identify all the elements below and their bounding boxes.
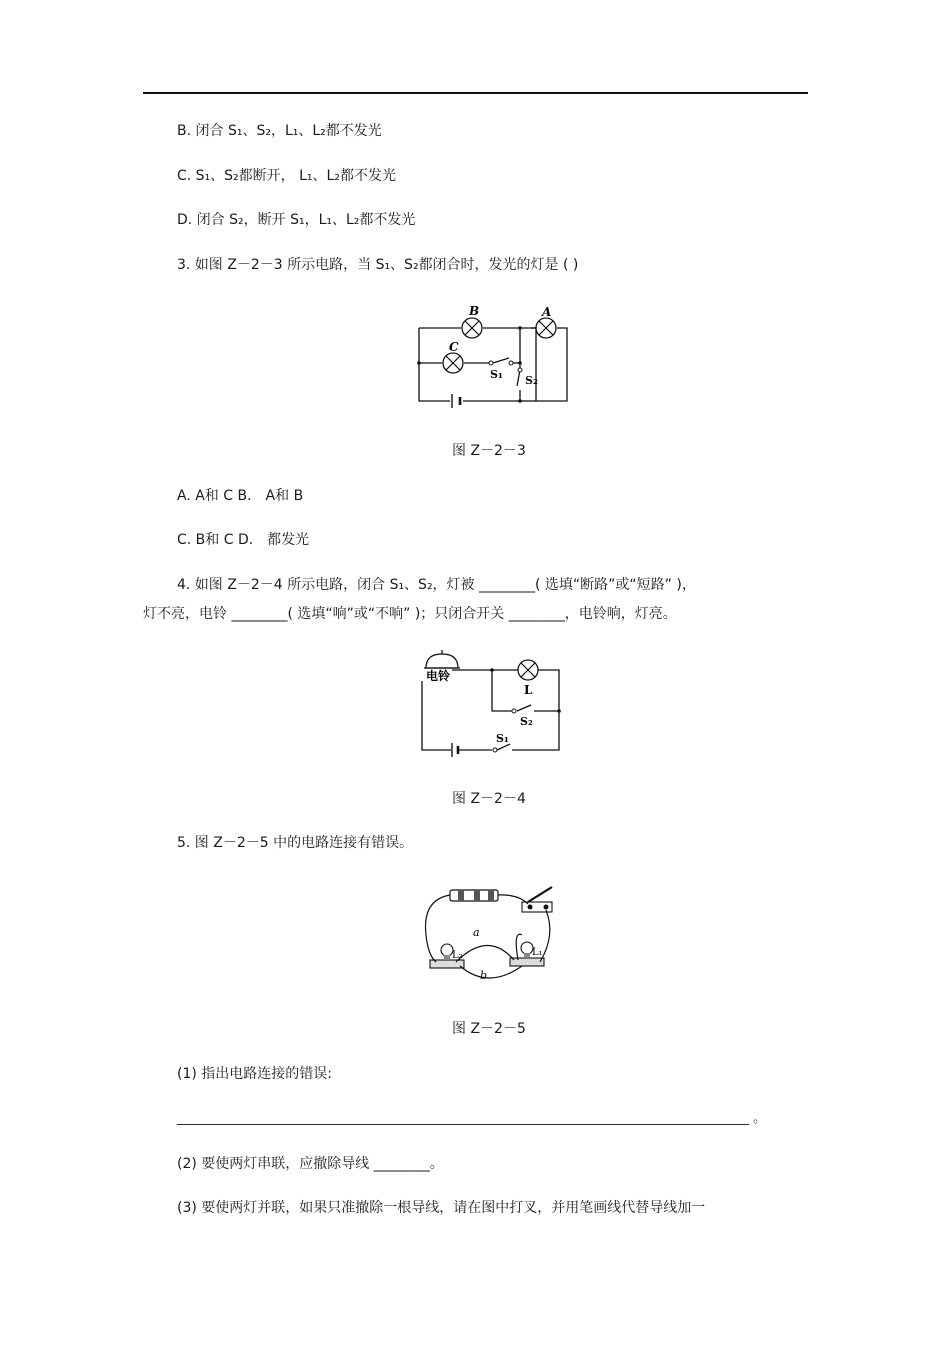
- switch-s2-label: S₂: [520, 715, 533, 728]
- question-3: 3. 如图 Z－2－3 所示电路，当 S₁、S₂都闭合时，发光的灯是 ( ): [177, 257, 579, 273]
- wire-a-label: a: [473, 926, 480, 939]
- wire-a: [456, 945, 514, 962]
- battery-pack-icon: [450, 890, 498, 901]
- figure-z-2-5: [418, 880, 563, 990]
- figure-z-2-3: [405, 300, 580, 415]
- lamp-l1-label: L₁: [532, 947, 543, 958]
- figure-z-2-4-caption: 图 Z－2－4: [452, 791, 526, 807]
- figure-z-2-5-caption: 图 Z－2－5: [452, 1021, 526, 1037]
- switch-s1-label: S₁: [490, 368, 503, 381]
- option-c: C. S₁、S₂都断开， L₁、L₂都不发光: [177, 168, 396, 184]
- question-5-part-1: (1) 指出电路连接的错误:: [177, 1066, 332, 1082]
- lamp-c-label: C: [449, 340, 459, 354]
- question-5-part-3: (3) 要使两灯并联，如果只准撤除一根导线，请在图中打叉，并用笔画线代替导线加一: [177, 1200, 706, 1216]
- lamp-a-label: A: [542, 305, 552, 319]
- question-3-options-cd: C. B和 C D． 都发光: [177, 532, 310, 548]
- switch-s2-label: S₂: [525, 374, 538, 387]
- question-5-answer-blank: ________________________________________________________________________________________ 。: [177, 1111, 767, 1126]
- bell-icon: [424, 650, 460, 668]
- lamp-a-icon: [536, 318, 556, 338]
- switch-s1-label: S₁: [496, 732, 509, 745]
- lamp-b-icon: [462, 318, 482, 338]
- wire-b-label: b: [480, 969, 488, 982]
- lamp-c-icon: [443, 353, 463, 373]
- lamp-l2-label: L₂: [452, 950, 463, 961]
- knife-switch-icon: [522, 887, 552, 912]
- option-b: B. 闭合 S₁、S₂，L₁、L₂都不发光: [177, 123, 382, 139]
- wire-b: [460, 966, 522, 978]
- question-4-line-2: 灯不亮，电铃 ________( 选填“响”或“不响” )；只闭合开关 ________，电铃响，灯亮。: [143, 606, 677, 622]
- lamp-b-label: B: [469, 304, 480, 318]
- question-5-part-2: (2) 要使两灯串联，应撤除导线 ________。: [177, 1156, 444, 1172]
- question-4-line-1: 4. 如图 Z－2－4 所示电路，闭合 S₁、S₂，灯被 ________( 选填“断路”或“短路” )，: [177, 577, 696, 593]
- question-5: 5. 图 Z－2－5 中的电路连接有错误。: [177, 835, 414, 851]
- header-rule: [143, 92, 808, 94]
- option-d: D. 闭合 S₂，断开 S₁，L₁、L₂都不发光: [177, 212, 416, 228]
- lamp-l-label: L: [524, 683, 533, 697]
- question-3-options-ab: A. A和 C B． A和 B: [177, 488, 304, 504]
- bell-label: 电铃: [426, 669, 451, 683]
- figure-z-2-3-caption: 图 Z－2－3: [452, 443, 526, 459]
- lamp-l-icon: [518, 660, 538, 680]
- figure-z-2-4: [410, 648, 570, 758]
